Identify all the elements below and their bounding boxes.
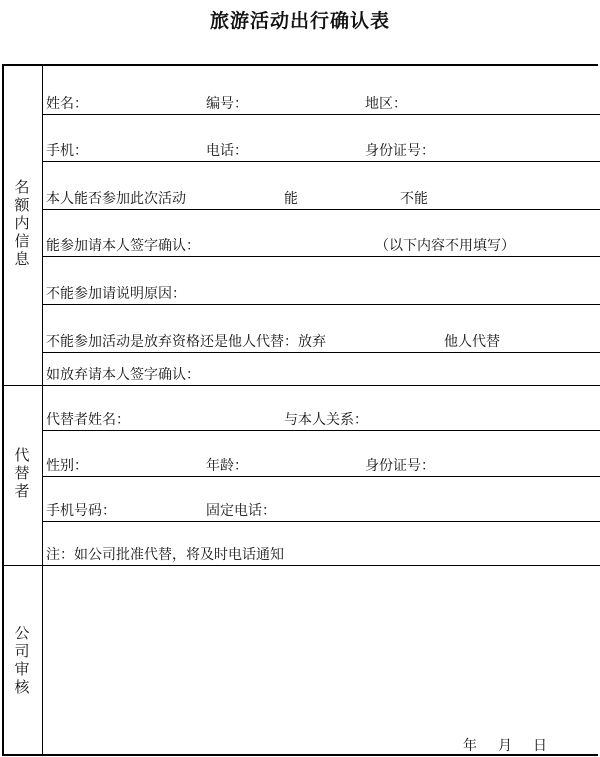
label-column-divider [42,64,43,756]
substitute-id-field[interactable]: 身份证号： [365,458,435,474]
date-day: 日 [533,738,547,754]
relation-field[interactable]: 与本人关系： [284,412,368,428]
option-replace[interactable]: 他人代替 [444,334,500,350]
reason-field[interactable]: 不能参加请说明原因： [46,286,186,302]
note-no-fill: （以下内容不用填写） [375,238,515,254]
section-divider [2,565,600,566]
form-frame [2,64,598,756]
row-line [42,114,600,115]
substitute-name-field[interactable]: 代替者姓名： [46,412,130,428]
row-line [42,304,600,305]
option-yes[interactable]: 能 [284,191,298,207]
row-line [42,430,600,431]
give-up-sign-field[interactable]: 如放弃请本人签字确认： [46,367,200,383]
row-line [42,256,600,257]
section-divider [2,385,600,386]
substitute-note: 注：如公司批准代替，将及时电话通知 [46,547,284,563]
section-label-company: 公 司 审 核 [14,624,30,696]
date-month: 月 [498,738,512,754]
confirm-sign-field[interactable]: 能参加请本人签字确认： [46,238,200,254]
row-line [42,476,600,477]
row-line [42,352,600,353]
give-up-question: 不能参加活动是放弃资格还是他人代替：放弃 [46,334,326,350]
page-title: 旅游活动出行确认表 [209,10,390,32]
row-line [42,209,600,210]
date-year: 年 [463,738,477,754]
section-label-substitute: 代 替 者 [14,446,30,500]
mobile-field[interactable]: 手机： [46,143,88,159]
row-line [42,161,600,162]
row-line [42,521,600,522]
age-field[interactable]: 年龄： [206,458,248,474]
gender-field[interactable]: 性别： [46,458,88,474]
landline-field[interactable]: 固定电话： [206,503,276,519]
phone-field[interactable]: 电话： [206,143,248,159]
can-join-question: 本人能否参加此次活动 [46,191,186,207]
substitute-mobile-field[interactable]: 手机号码： [46,503,116,519]
region-field[interactable]: 地区： [365,96,407,112]
number-field[interactable]: 编号： [206,96,248,112]
name-field[interactable]: 姓名： [46,96,88,112]
id-number-field[interactable]: 身份证号： [365,143,435,159]
option-no[interactable]: 不能 [400,191,428,207]
section-label-quota: 名 额 内 信 息 [14,178,30,268]
